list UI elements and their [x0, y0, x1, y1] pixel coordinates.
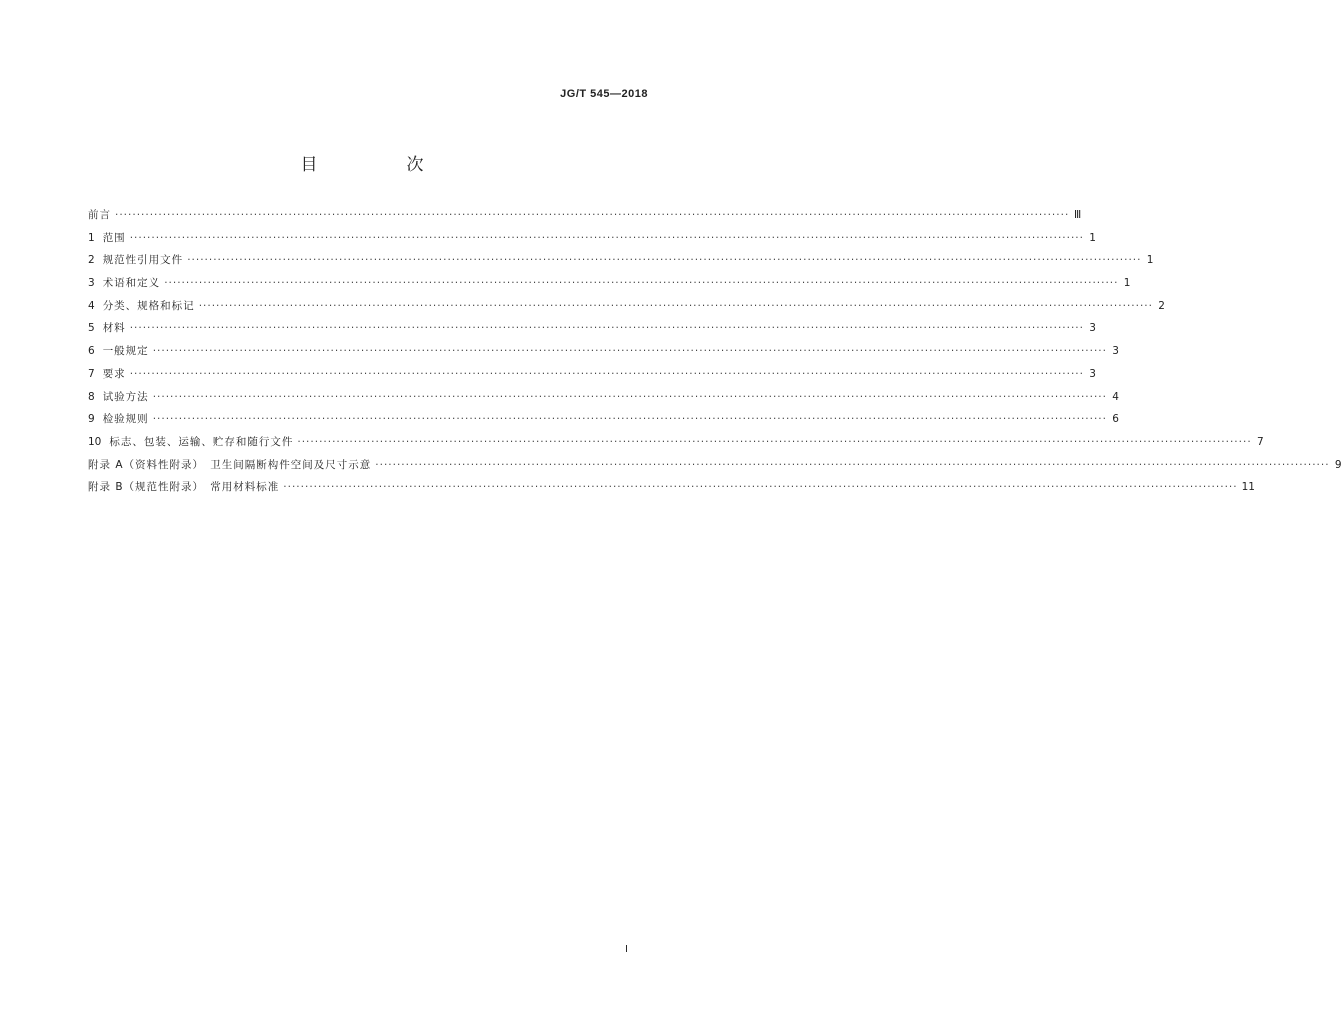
toc-entry-number: 8: [88, 390, 95, 403]
toc-entry-page: 9: [1334, 458, 1342, 471]
toc-entry[interactable]: [88, 458, 1342, 481]
toc-entry-number: 6: [88, 345, 95, 358]
toc-entry-page: 1: [1089, 231, 1096, 244]
toc-title: 目 次: [300, 155, 460, 175]
toc-entry[interactable]: [88, 390, 1119, 413]
toc-entry-page: 11: [1241, 481, 1255, 494]
toc-entry-label: 范围: [102, 231, 126, 244]
toc-entry-number: 9: [88, 413, 95, 426]
toc-entry-label: 标志、包装、运输、贮存和随行文件: [109, 435, 294, 448]
toc-entry-page: 3: [1112, 345, 1119, 358]
toc-entry-number: 4: [88, 299, 95, 312]
toc-entry-number: 5: [88, 322, 95, 335]
toc-entry-label: 附录 B（规范性附录） 常用材料标准: [88, 481, 280, 494]
toc-leader-dots: ····························································································································································································································: [198, 299, 1153, 312]
toc-entry-page: 3: [1089, 367, 1096, 380]
toc-entry-page: 2: [1158, 299, 1165, 312]
toc-entry-page: 3: [1089, 322, 1096, 335]
toc-leader-dots: ····························································································································································································································: [152, 413, 1107, 426]
toc-entry-page: 4: [1112, 390, 1119, 403]
toc-entry-page: Ⅲ: [1074, 209, 1082, 221]
toc-entry-page: 7: [1256, 435, 1264, 448]
toc-entry[interactable]: [88, 253, 1154, 276]
toc-entry-number: 3: [88, 277, 95, 290]
toc-entry-label: 术语和定义: [102, 277, 161, 290]
toc-entry-label: 分类、规格和标记: [102, 299, 195, 312]
toc-leader-dots: ····························································································································································································································: [115, 209, 1070, 221]
toc-leader-dots: ····························································································································································································································: [129, 322, 1084, 335]
toc-leader-dots: ····························································································································································································································: [164, 277, 1119, 290]
toc-entry[interactable]: [88, 276, 1131, 299]
toc-entry-page: 6: [1112, 413, 1119, 426]
toc-entry[interactable]: [88, 299, 1165, 322]
toc-entry-number: 7: [88, 367, 95, 380]
toc-entry-label: 检验规则: [102, 413, 149, 426]
document-code: JG/T 545—2018: [560, 88, 648, 100]
toc-entry[interactable]: [88, 321, 1096, 344]
toc-entry-label: 要求: [102, 367, 126, 380]
toc-entry[interactable]: [88, 367, 1096, 390]
toc-entry-page: 1: [1123, 277, 1131, 290]
toc-entry-number: 10: [88, 435, 102, 448]
toc-entry-label: 一般规定: [102, 345, 149, 358]
toc-entry[interactable]: [88, 208, 1082, 231]
toc-entry-label: 规范性引用文件: [102, 254, 184, 267]
toc-entry-label: 材料: [102, 322, 126, 335]
toc-entry[interactable]: [88, 412, 1119, 435]
page-number: Ⅰ: [625, 944, 628, 955]
toc-entry-label: 试验方法: [102, 390, 149, 403]
toc-leader-dots: ····························································································································································································································: [129, 367, 1084, 380]
toc-leader-dots: ····························································································································································································································: [129, 231, 1084, 244]
toc-entry-label: 前言: [88, 209, 111, 221]
toc-entry[interactable]: [88, 344, 1119, 367]
toc-entry[interactable]: [88, 480, 1255, 503]
toc-leader-dots: ····························································································································································································································: [152, 345, 1107, 358]
toc-entry-page: 1: [1146, 254, 1154, 267]
toc-leader-dots: ····························································································································································································································: [283, 481, 1238, 494]
table-of-contents: [88, 208, 1342, 503]
toc-leader-dots: ····························································································································································································································: [187, 254, 1142, 267]
toc-leader-dots: ····························································································································································································································: [152, 390, 1107, 403]
toc-leader-dots: ····························································································································································································································: [375, 458, 1330, 471]
toc-entry-label: 附录 A（资料性附录） 卫生间隔断构件空间及尺寸示意: [88, 458, 372, 471]
toc-entry-number: 1: [88, 231, 95, 244]
toc-leader-dots: ····························································································································································································································: [297, 435, 1252, 448]
toc-entry[interactable]: [88, 435, 1264, 458]
toc-entry-number: 2: [88, 254, 95, 267]
toc-entry[interactable]: [88, 231, 1096, 254]
